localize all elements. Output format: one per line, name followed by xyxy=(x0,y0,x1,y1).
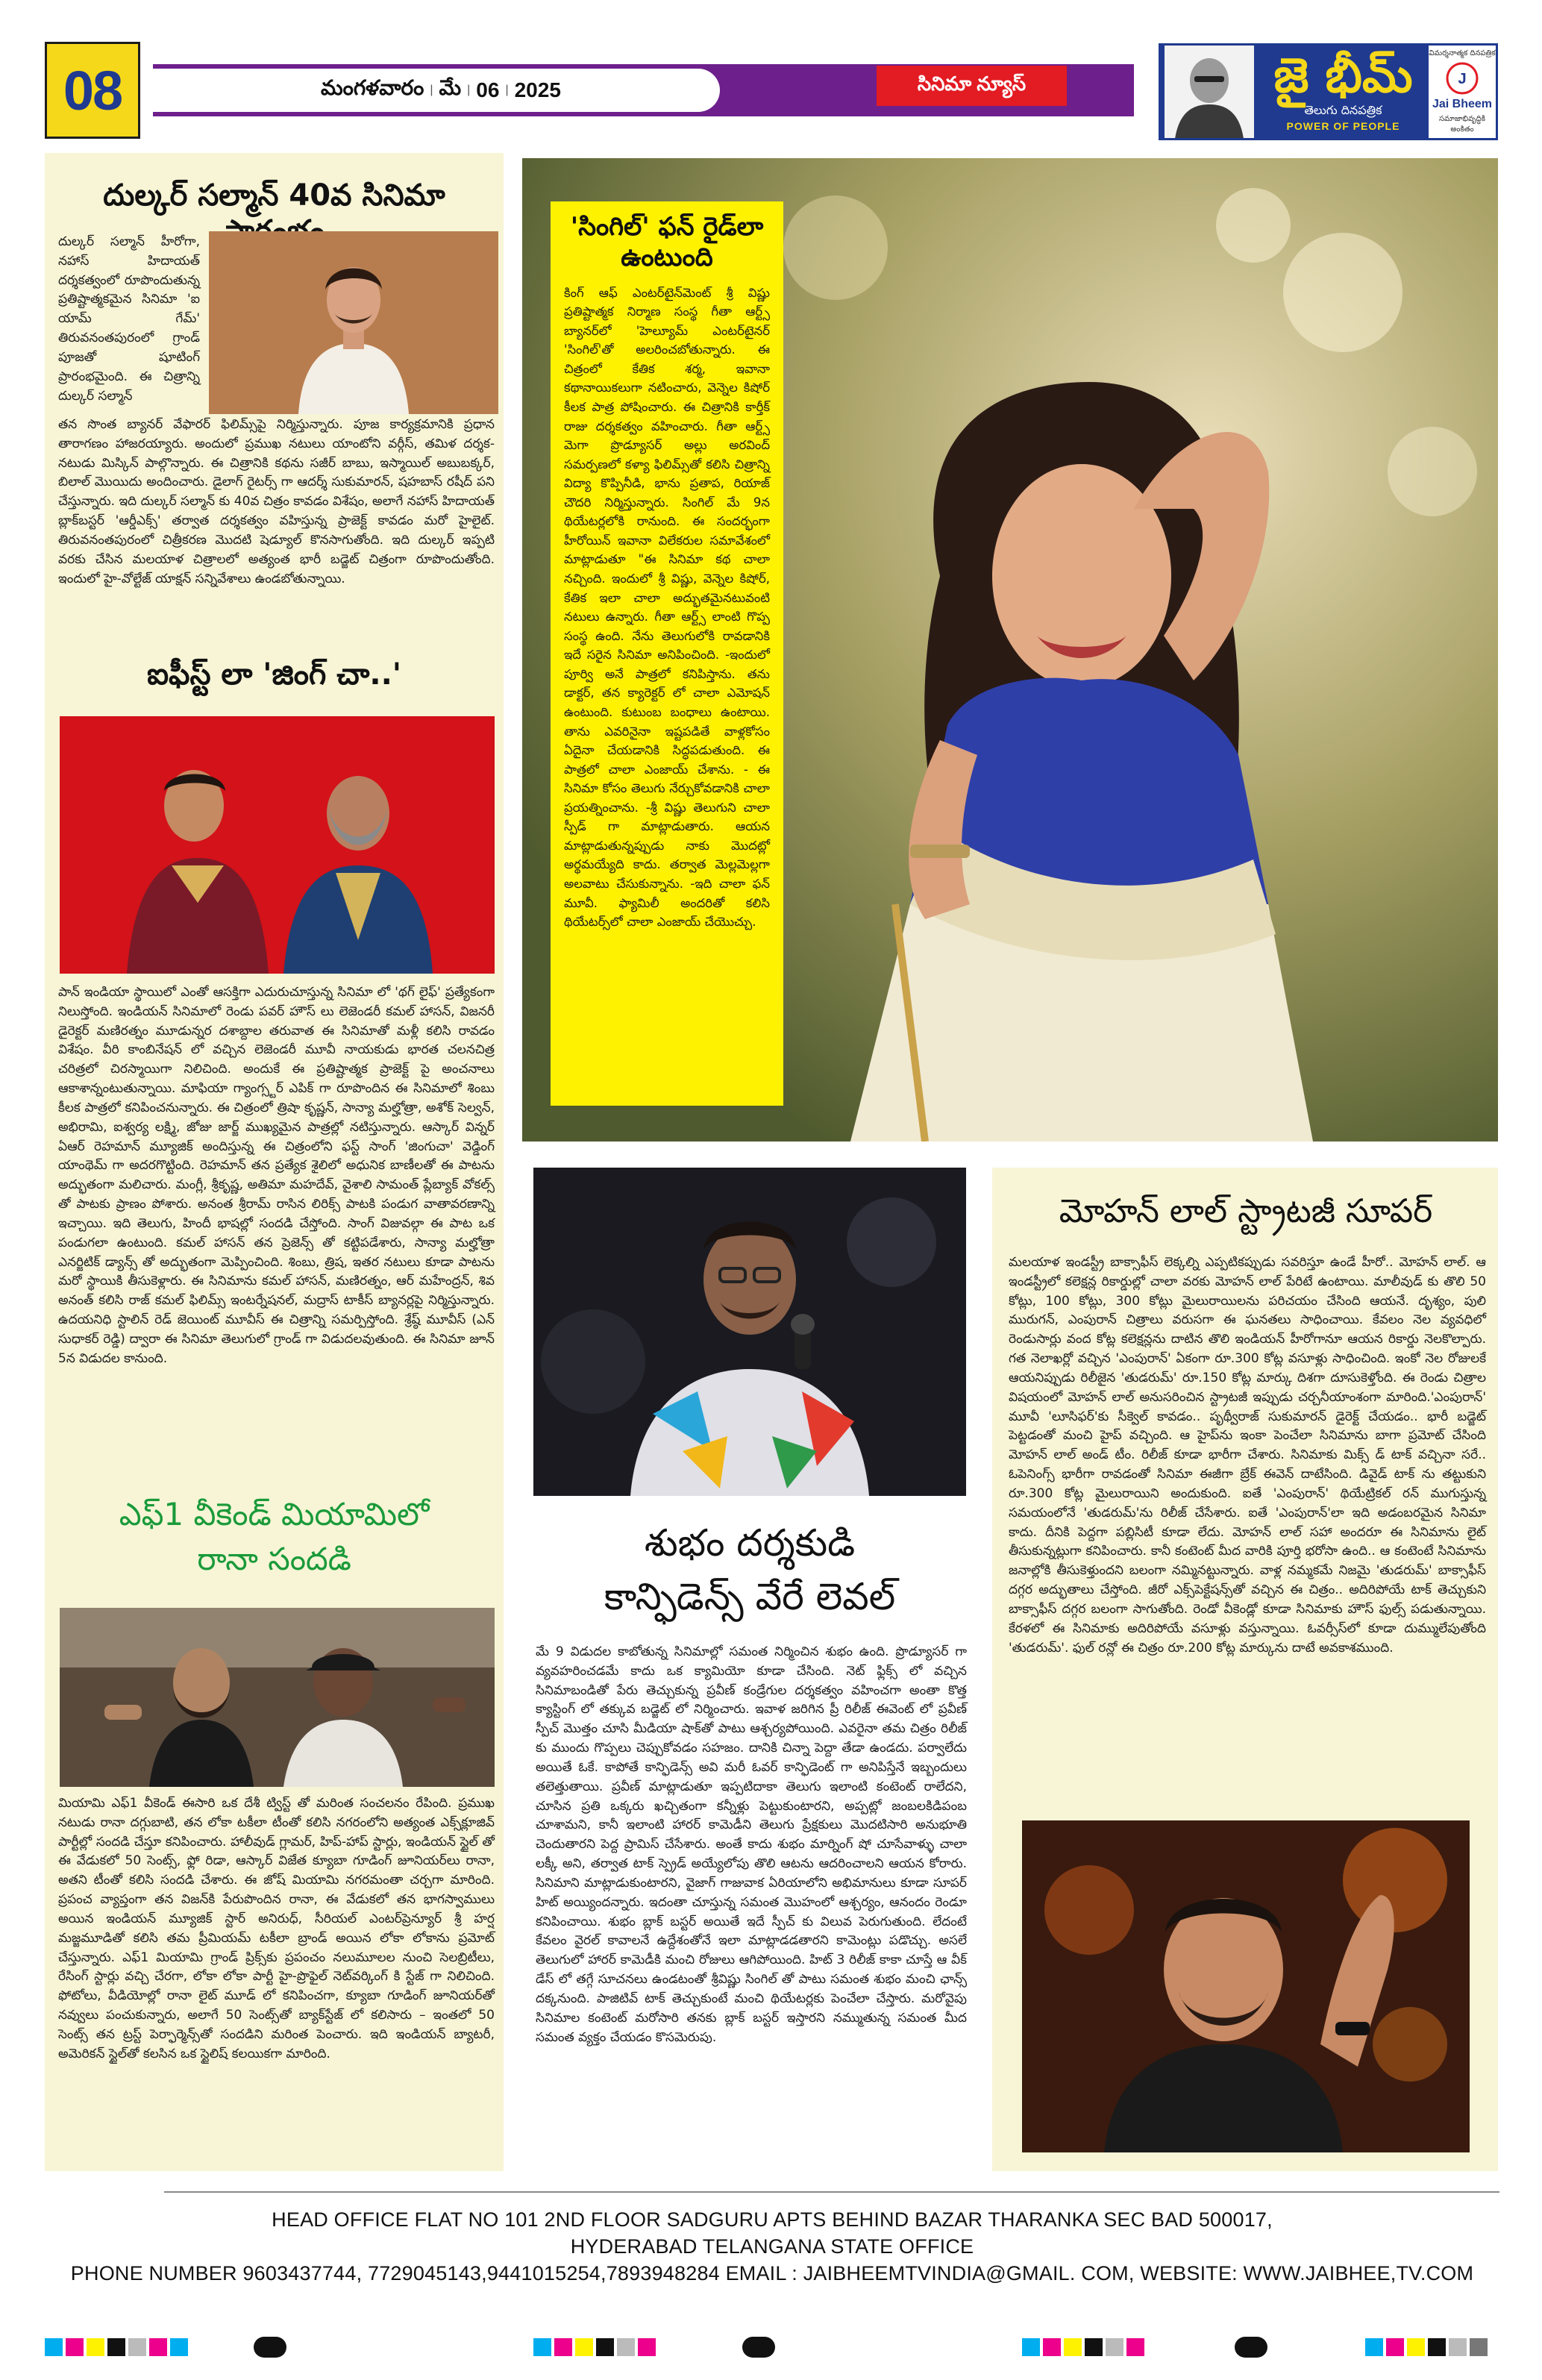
mohanlal-photo xyxy=(1022,1820,1470,2152)
rana-body: మియామి ఎఫ్1 వీకెండ్ ఈసారి ఒక దేశీ ట్విస్ట్ తో మరింత సంచలనం రేపింది. ప్రముఖ నటుడు రానా దగ్గుబాటి, తన లోకా టకీలా టీంతో కలిసి నగరంలోని అత్యంత ఎక్స్‌క్లూజివ్ పార్టీల్లో సందడి చేస్తూ కనిపించారు. హాలీవుడ్ గ్లామర్, హిప్-హాప్ స్టార్లు, ఇండియన్ స్టైల్ తో ఈ వేడుకలో 50 సెంట్స్, ఫ్లో రిడా, ఆస్కార్ విజేత క్యూబా గూడింగ్ జూనియర్‌లు రానా, అతని టీంతో కలిసి సందడి చేశారు. ఈ జోష్ మియామి నగరమంతా చర్చగా మారింది. ప్రపంచ వ్యాప్తంగా తన విజన్‌కి పేరుపొందిన రానా, ఈ వేడుకలో తన భాగస్వాములు అయిన ఇండియన్ మ్యూజిక్ స్టార్ అనిరుధ్, సీరియల్ ఎంటర్‌ప్రెన్యూర్ శ్రీ హర్ష మజ్జమూడితో కలిసి తమ ప్రీమియమ్ టకీలా బ్రాండ్ అయిన లోకా లోకాను ప్రమోట్ చేస్తున్నారు. ఎఫ్1 మియామి గ్రాండ్ ప్రిక్స్‌కు ప్రపంచం నలుమూలల నుంచి సెలబ్రిటీలు, రేసింగ్ స్టార్లు వచ్చి చేరగా, లోకా లోకా పార్టీ హై-ప్రొఫైల్ నెట్‌వర్కింగ్ కి స్టేజ్ గా నిలిచింది. ఫోటోలు, వీడియోల్లో రానా లైట్ మూడ్ లో కనిపించగా, క్యూబా గూడింగ్ జూనియర్‌తో నవ్వులు పంచుకున్నారు, అలాగే 50 సెంట్స్‌తో బ్యాక్‌స్టేజ్ లో కలిసారు – ఇంతలో 50 సెంట్స్ తన ట్రస్ట్ పెర్ఫార్మెన్స్‌తో సందడిని మరింత పెంచారు. ఇది ఇండియన్ బ్యాటరీ, అమెరికన్ స్టైల్‌తో కలసిన ఒక స్టైలిష్ కలయికగా మారింది. xyxy=(58,1796,495,2061)
jinguchaa-body: పాన్ ఇండియా స్థాయిలో ఎంతో ఆసక్తిగా ఎదురుచూస్తున్న సినిమా లో 'థగ్ లైఫ్' ప్రత్యేకంగా నిలుస్తోంది. ఇండియన్ సినిమాలో రెండు పవర్ హౌస్ లు లెజెండరీ కమల్ హాసన్, విజనరీ డైరెక్టర్ మణిరత్నం మూడున్నర దశాబ్దాల తరువాత ఈ సినిమాతో మళ్లీ కలిసి రావడం విశేషం. వీరి కాంబినేషన్ లో వచ్చిన లెజెండరీ మూవీ నాయకుడు భారత చలనచిత్ర చరిత్రలో చిరస్మాయిగా నిలిచింది. అందుకే ఈ ప్రతిష్టాత్మక ప్రాజెక్ట్ పై అంచనాలు ఆకాశాన్నంటుతున్నాయి. మాఫియా గ్యాంగ్స్టర్ ఎపిక్ గా రూపొందిన ఈ సినిమాలో శింబు కీలక పాత్రలో కనిపించనున్నారు. ఈ చిత్రంలో త్రిషా కృష్ణన్, సాన్యా మల్హోత్రా, అశోక్ సెల్వన్, అభిరామి, ఐశ్వర్య లక్ష్మి, జోజు జార్జ్ ముఖ్యమైన పాత్రల్లో నటిస్తున్నారు. ఆస్కార్ విన్నర్ ఏఆర్ రెహమాన్ మ్యూజిక్ అందిస్తున్న ఈ చిత్రంలోని ఫస్ట్ సాంగ్ 'జింగుచా' వెడ్డింగ్ యాంథెమ్ గా అదరగొట్టింది. రెహమాన్ తన ప్రత్యేక శైలిలో అధునిక బాణీలతో ఈ పాటను అద్భుతంగా మలిచారు. మంగ్లీ, శ్రీకృష్ణ, అతిమా మహదేవ్, వైశాలి సామంత్ ప్లేబ్యాక్ వోకల్స్ తో పాటకు ప్రాణం పోశారు. అనంత శ్రీరామ్ రాసిన లిరిక్స్ పాటకి పండుగ వాతావరణాన్ని ఇచ్చాయి. ఇది తెలుగు, హిందీ భాషల్లో సందడి చేస్తోంది. సాంగ్ విజువల్గా ఈ పాట ఒక పండుగలా ఉంటుంది. కమల్ హాసన్ తన ప్రెజెన్స్ తో కట్టిపడేశారు, సాన్యా మల్హోత్రా ఎనర్జిటిక్ డ్యాన్స్ తో అద్భుతంగా మెప్పించింది. శింబు, త్రిష, ఇతర నటులు కూడా పాటను మరో స్థాయికి తీసుకెళ్లారు. ఈ సినిమాను కమల్ హాసన్, మణిరత్నం, ఆర్ మహేంద్రన్, శివ అనంత్ కలిసి రాజ్ కమల్ ఫిలిమ్స్ ఇంటర్నేషనల్, మద్రాస్ టాకీస్ బ్యానర్లపై నిర్మిస్తున్నారు. ఉదయనిధి స్టాలిన్ రెడ్ జెయింట్ మూవీస్ ఈ చిత్రాన్ని సమర్పిస్తోంది. శ్రేష్ఠ్ మూవీస్ (ఎన్ సుధాకర్ రెడ్డి) ద్వారా ఈ సినిమా తెలుగులో గ్రాండ్ గా విడుదలవుతుంది. ఈ సినిమా జూన్ 5న విడుదల కానుంది. xyxy=(58,985,495,1366)
page-number: 08 xyxy=(45,42,140,139)
registration-mark xyxy=(254,2337,286,2358)
footer-divider xyxy=(164,2191,1499,2193)
footer-address-line2: HYDERABAD TELANGANA STATE OFFICE xyxy=(570,2235,974,2258)
rana-headline-line2: రానా సందడి xyxy=(197,1541,351,1577)
jinguchaa-headline: ఐఫీస్ట్ లా 'జింగ్ చా..' xyxy=(146,657,402,692)
rana-headline-line1: ఎఫ్1 వీకెండ్ మియామిలో xyxy=(119,1496,430,1532)
color-registration-bar xyxy=(45,2338,188,2356)
logo-brand: Jai Bheem xyxy=(1432,98,1493,110)
date-separator: | xyxy=(467,84,471,96)
section-tag: సినిమా న్యూస్ xyxy=(877,66,1067,106)
single-headline-line2: ఉంటుంది xyxy=(621,242,713,272)
footer-contact-line: PHONE NUMBER 9603437744, 7729045143,9441015254,7893948284 EMAIL : JAIBHEEMTVINDIA@GMAIL. COM, WEBSITE: WWW.JAIBHEE,TV.COM xyxy=(70,2262,1474,2285)
color-registration-bar xyxy=(533,2338,656,2356)
single-headline-line1: 'సింగిల్' ఫన్ రైడ్‌లా xyxy=(570,212,764,242)
svg-text:J: J xyxy=(1458,71,1467,87)
rana-miami-photo xyxy=(60,1608,495,1787)
dulquer-body: తన సొంత బ్యానర్ వేఫారర్ ఫిలిమ్స్‌పై నిర్మిస్తున్నారు. పూజ కార్యక్రమానికి ప్రధాన తారాగణం హాజరయ్యారు. అందులో ప్రముఖ నటులు యాంటోని వర్గీస్, తమిళ దర్శక-నటుడు మిస్కిన్ పాల్గొన్నారు. ఈ చిత్రానికి కథను సజీర్ బాబు, ఇస్మాయిల్ అబుబక్కర్, బిలాల్ మొయిదు అందించారు. డైలాగ్ రైటర్స్ గా ఆదర్శ్ సుకుమారన్, షహబాస్ రషీద్ పని చేస్తున్నారు. ఇది దుల్కర్ సల్మాన్ కు 40వ చిత్రం కావడం విశేషం, అలాగే నహాస్ హిదాయత్ బ్లాక్‌బస్టర్ 'ఆర్డీఎక్స్' తర్వాత దర్శకత్వం వహిస్తున్న ప్రాజెక్ట్ కావడం మరో హైలైట్. తిరువనంతపురంలో చిత్రీకరణ మొదటి షెడ్యూల్ కొనసాగుతోంది. ఇది దుల్కర్ ఇప్పటి వరకు చేసిన మలయాళ చిత్రాలలో అత్యంత భారీ బడ్జెట్ చిత్రంగా రూపొందుతోంది. ఇందులో హై-వోల్టేజ్ యాక్షన్ సన్నివేశాలు ఉండబోతున్నాయి. xyxy=(58,417,495,586)
mohanlal-body: మలయాళ ఇండస్ట్రీ బాక్సాఫీస్ లెక్కల్ని ఎప్పటికప్పుడు సవరిస్తూ ఉండే హీరో.. మోహన్ లాల్. ఆ ఇండస్ట్రీలో కలెక్షన్ల రికార్డుల్లో చాలా వరకు మోహన్ లాల్ పేరిటే ఉంటాయి. మాలీవుడ్ కు తొలి 50 కోట్లు, 100 కోట్లు, 300 కోట్లు మైలురాయిలను పరిచయం చేసింది ఆయనే. దృశ్యం, పులి మురుగన్, ఎంపురాన్ చిత్రాలు వరుసగా ఈ ఘనతలు సాధించాయి. కేవలం నెల వ్యవధిలో రెండుసార్లు వంద కోట్ల కలెక్షన్లను దాటిన తొలి ఇండియన్ హీరోగానూ ఆయన రికార్డు నెలకొల్పారు. గత నెలాఖర్లో వచ్చిన 'ఎంపురాన్' ఏకంగా రూ.300 కోట్ల వసూళ్లు సాధించింది. ఇంకో నెల రోజులకే ఆయనిప్పుడు రిలీజైన 'తుడరుమ్' రూ.150 కోట్ల మార్కు దిశగా దూసుకెళ్తోంది. ఈ రెండు చిత్రాల విషయంలో మోహన్ లాల్ అనుసరించిన స్ట్రాటజీ ఇప్పుడు చర్చనీయాంశంగా మారింది.'ఎంపురాన్' మూవీ 'లూసిఫర్'కు సీక్వెల్ కావడం.. పృథ్వీరాజ్ సుకుమారన్ డైరెక్ట్ చేయడం.. భారీ బడ్జెట్ పెట్టడంతో మంచి హైప్ వచ్చింది. ఆ హైప్‌ను ఇంకా పెంచేలా సినిమాను బాగా ప్రమోట్ చేసింది మోహన్ లాల్ అండ్ టీం. రిలీజ్ కూడా భారీగా చేశారు. సినిమాకు మిక్స్ డ్ టాక్ వచ్చినా సరే.. ఓపెనింగ్స్ భారీగా రావడంతో సినిమా ఈజీగా బ్రేక్ ఈవెన్ దాటేసింది. డివైడ్ టాక్ ను తట్టుకుని రూ.300 కోట్ల మైలురాయిని అందుకుంది. ఐతే 'ఎంపురాన్' థియేట్రికల్ రన్ ముగుస్తున్న సమయంలోనే 'తుడరుమ్'ను రిలీజ్ చేసేశారు. ఐతే 'ఎంపురాన్'లా ఇది అడంబరమైన సినిమా కాదు. దీనికి పెద్దగా పబ్లిసిటీ కూడా లేదు. మోహన్ లాల్ సహా అందరూ ఈ సినిమాను లైట్ తీసుకున్నట్లుగా కనిపించారు. కానీ కంటెంట్ మీద వారికి పూర్తి భరోసా ఉంది.. ఆ కంటెంటే సినిమాను జనాల్లోకి తీసుకెళ్తుందని బలంగా నమ్మినట్టున్నారు. వాళ్ల నమ్మకమే నిజమై 'తుడరుమ్' బాక్సాఫీస్ దగ్గర అద్భుతాలు చేస్తోంది. జీరో ఎక్స్‌పెక్టేషన్స్‌తో వచ్చిన ఈ చిత్రం.. అదిరిపోయే టాక్ తెచ్చుకుని బాక్సాఫీస్ దగ్గర బలంగా సాగుతోంది. రెండో వీకెండ్లో కూడా సినిమాకు హౌస్ ఫుల్స్ పడుతున్నాయి. కేరళలో ఈ సినిమాకు అదిరిపోయే వసూళ్లు వస్తున్నాయి. ఓవర్సీస్‌లో కూడా దుమ్ములేపుతోంది 'తుడరుమ్'. ఫుల్ రన్లో ఈ చిత్రం రూ.200 కోట్ల మార్కును దాటే అవకాశముంది. xyxy=(1009,1255,1487,1656)
subham-headline-line2: కాన్ఫిడెన్స్ వేరే లెవల్ xyxy=(604,1575,896,1618)
year: 2025 xyxy=(514,78,561,101)
logo-wordmark xyxy=(1258,46,1429,138)
date-separator: | xyxy=(505,84,509,96)
date-separator: | xyxy=(430,84,433,96)
date-line xyxy=(153,69,720,112)
dulquer-headline: దుల్కర్ సల్మాన్ 40వ సినిమా xyxy=(103,178,445,213)
subham-headline-line1: శుభం దర్శకుడి xyxy=(644,1521,856,1565)
masthead-logo xyxy=(1159,43,1498,140)
jai-bheem-emblem-icon xyxy=(1446,62,1479,95)
color-registration-bar xyxy=(1022,2338,1144,2356)
color-registration-bar xyxy=(1365,2338,1488,2356)
single-article-box xyxy=(551,201,783,1106)
logo-title: జై భీమ్ xyxy=(1273,48,1413,104)
thug-life-song-photo xyxy=(60,716,495,974)
registration-mark xyxy=(1235,2337,1267,2358)
mohanlal-headline: మోహన్ లాల్ స్ట్రాటజీ సూపర్ xyxy=(1059,1192,1433,1230)
logo-side-bottom-text: సమాజాభివృద్ధికి అంకితం xyxy=(1439,115,1485,134)
subham-director-photo xyxy=(533,1168,966,1496)
month: మే xyxy=(439,75,462,99)
registration-mark xyxy=(742,2337,775,2358)
weekday: మంగళవారం xyxy=(321,75,424,99)
ambedkar-portrait-icon xyxy=(1161,46,1258,138)
dulquer-intro: దుల్కర్ సల్మాన్ హీరోగా, నహాస్ హిదాయత్ దర్శకత్వంలో రూపొందుతున్న ప్రతిష్టాత్మకమైన సినిమా 'ఐ యామ్ గేమ్' తిరువనంతపురంలో గ్రాండ్ పూజతో షూటింగ్ ప్రారంభమైంది. ఈ చిత్రాన్ని దుల్కర్ సల్మాన్ xyxy=(58,234,200,404)
logo-side-panel xyxy=(1429,46,1496,138)
footer-address-line1: HEAD OFFICE FLAT NO 101 2ND FLOOR SADGURU APTS BEHIND BAZAR THARANKA SEC BAD 500017, xyxy=(272,2208,1273,2231)
logo-subtitle: తెలుగు దినపత్రిక xyxy=(1304,102,1382,117)
single-body: కింగ్ ఆఫ్ ఎంటర్‌టైన్‌మెంట్ శ్రీ విష్ణు ప్రతిష్టాత్మక నిర్మాణ సంస్థ గీతా ఆర్ట్స్ బ్యానర్‌లో 'హెల్యూమ్ ఎంటర్‌టైనర్ 'సింగిల్'తో అలరించబోతున్నారు. ఈ చిత్రంలో కేతిక శర్మ, ఇవానా కథానాయికలుగా నటించారు, వెన్నెల కిషోర్ కీలక పాత్ర పోషించారు. ఈ చిత్రానికి కార్తీక్ రాజు దర్శకత్వం వహించారు. గీతా ఆర్ట్స్ మెగా ప్రొడ్యూసర్ అల్లు అరవింద్ సమర్పణలో కళ్యా ఫిలిమ్స్‌తో కలిసి చిత్రాన్ని విద్యా కొప్పినీడి, భాను ప్రతాప, రియాజ్ చౌదరి నిర్మిస్తున్నారు. సింగిల్ మే 9న థియేటర్లలోకి రానుంది. ఈ సందర్భంగా హీరోయిన్ ఇవానా విలేకరుల సమావేశంలో మాట్లాడుతూ "ఈ సినిమా కథ చాలా నచ్చింది. ఇందులో శ్రీ విష్ణు, వెన్నెల కిషోర్, కేతిక ఇలా చాలా అద్భుతమైనటువంటి నటులు ఉన్నారు. గీతా ఆర్ట్స్ లాంటి గొప్ప సంస్థ ఉంది. నేను తెలుగులోకి రావడానికి ఇదే సరైన సినిమా అనిపించింది. -ఇందులో పూర్వి అనే పాత్రలో కనిపిస్తాను. తను డాక్టర్, తన క్యారెక్టర్ లో చాలా ఎమోషన్ ఉంటుంది. కుటుంబ బంధాలు ఉంటాయి. తాను ఎవరినైనా ఇష్టపడితే వాళ్లకోసం ఏదైనా చేయడానికి సిద్ధపడుతుంది. ఈ పాత్రలో చాలా ఎంజాయ్ చేశాను. - ఈ సినిమా కోసం తెలుగు నేర్చుకోవడానికి చాలా ప్రయత్నించాను. -శ్రీ విష్ణు తెలుగుని చాలా స్పీడ్ గా మాట్లాడుతారు. ఆయన మాట్లాడుతున్నప్పుడు నాకు మొదట్లో అర్థమయ్యేది కాదు. తర్వాత మెల్లమెల్లగా అలవాటు చేసుకున్నాను. -ఇది చాలా ఫన్ మూవీ. ఫ్యామిలీ అందరితో కలిసి థియేటర్స్‌లో చాలా ఎంజాయ్ చేయొచ్చు. xyxy=(564,285,770,930)
logo-side-top-text: విమర్శనాత్మక దినపత్రిక xyxy=(1429,49,1496,57)
logo-tagline: POWER OF PEOPLE xyxy=(1286,119,1400,132)
dulquer-photo xyxy=(209,231,498,414)
subham-body: మే 9 విడుదల కాబోతున్న సినిమాల్లో సమంత నిర్మించిన శుభం ఉంది. ప్రొడ్యూసర్ గా వ్యవహరించడమే కాదు ఒక క్యామియో కూడా చేసింది. నెట్ ఫ్లిక్స్ లో వచ్చిన సినిమాబండితో పేరు తెచ్చుకున్న ప్రవీణ్ కండ్రేగుల దర్శకత్వం వహించగా అంతా కొత్త క్యాస్టింగ్ లో తక్కువ బడ్జెట్ లో నిర్మించారు. ఇవాళ జరిగిన ప్రీ రిలీజ్ ఈవెంట్ లో ప్రవీణ్ స్పీచ్ మొత్తం చూసి మీడియా షాక్‌తో పాటు ఆశ్చర్యపోయింది. ఎవరైనా తమ చిత్రం రిలీజ్ కు ముందు గొప్పలు చెప్పుకోవడం సహజం. దానికి చిన్నా పెద్దా తేడా ఉండదు. పర్వాలేదు అయితే ఓకే. కాపోతే కాన్ఫిడెన్స్ అవి మరీ ఓవర్ కాన్ఫిడెంట్ గా అనిపిస్తేనే ఇబ్బందులు తలెత్తుతాయి. ప్రవీణ్ మాట్లాడుతూ ఇప్పటిదాకా తెలుగు ఇలాంటి కంటెంట్ రాలేదని, చూసిన ప్రతి ఒక్కరు ఖచ్చితంగా కన్నీళ్లు పెట్టుకుంటారని, అప్పట్లో జంబలకిడిపంబ చూశామని, కానీ ఇలాంటి హారర్ కామెడీని తెలుగు ప్రేక్షకులు మొదటిసారి అనుభూతి చెందుతారని పెద్ద ప్రామిస్ చేసేశారు. అంతే కాదు శుభం మార్నింగ్ షో చూసేవాళ్ళు చాలా లక్కీ అని, తర్వాత టాక్ స్ప్రెడ్ అయ్యేలోపు తొలి ఆటను ఆదరించాలని ఆయన కోరారు. సినిమాని మాట్లాడుకుంటారని, వైజాగ్ గాజువాక ఏరియాలోని అభిమానులు కూడా సూపర్ హిట్ అయ్యిందన్నారు. ఇదంతా చూస్తున్న సమంత మొహంలో ఆశ్చర్యం, ఆనందం రెండూ కనిపించాయి. శుభం బ్లాక్ బస్టర్ అయితే ఇదే స్పీచ్ కు విలువ పెరుగుతుంది. లేదంటే కేవలం వైరల్ కావాలనే ఉద్దేశంతోనే ఇలా మాట్లాడడతారని కామెంట్లు పడొచ్చు. అసలే తెలుగులో హారర్ కామెడీకి మంచి రోజులు ఆగిపోయింది. హిట్ 3 రిలీజ్ కాకా చూస్తే ఆ వీక్ డేస్ లో తగ్గే సూచనలు ఉండటంతో శ్రీవిష్ణు సింగిల్ తో పాటు సమంత శుభం మంచి ఛాన్స్ దక్కనుంది. పాజిటివ్ టాక్ తెచ్చుకుంటే మంచి థియేటర్లకు పెంచేలా చేస్తారు. మరోవైపు సినిమాల కంటెంట్ మరోసారి తనకు బ్లాక్ బస్టర్ ఇస్తారని నమ్ముతున్న సమంత మీద సమంత వ్యక్తం చేయడం కొసమెరుపు. xyxy=(536,1644,967,2045)
date-day: 06 xyxy=(476,78,500,101)
